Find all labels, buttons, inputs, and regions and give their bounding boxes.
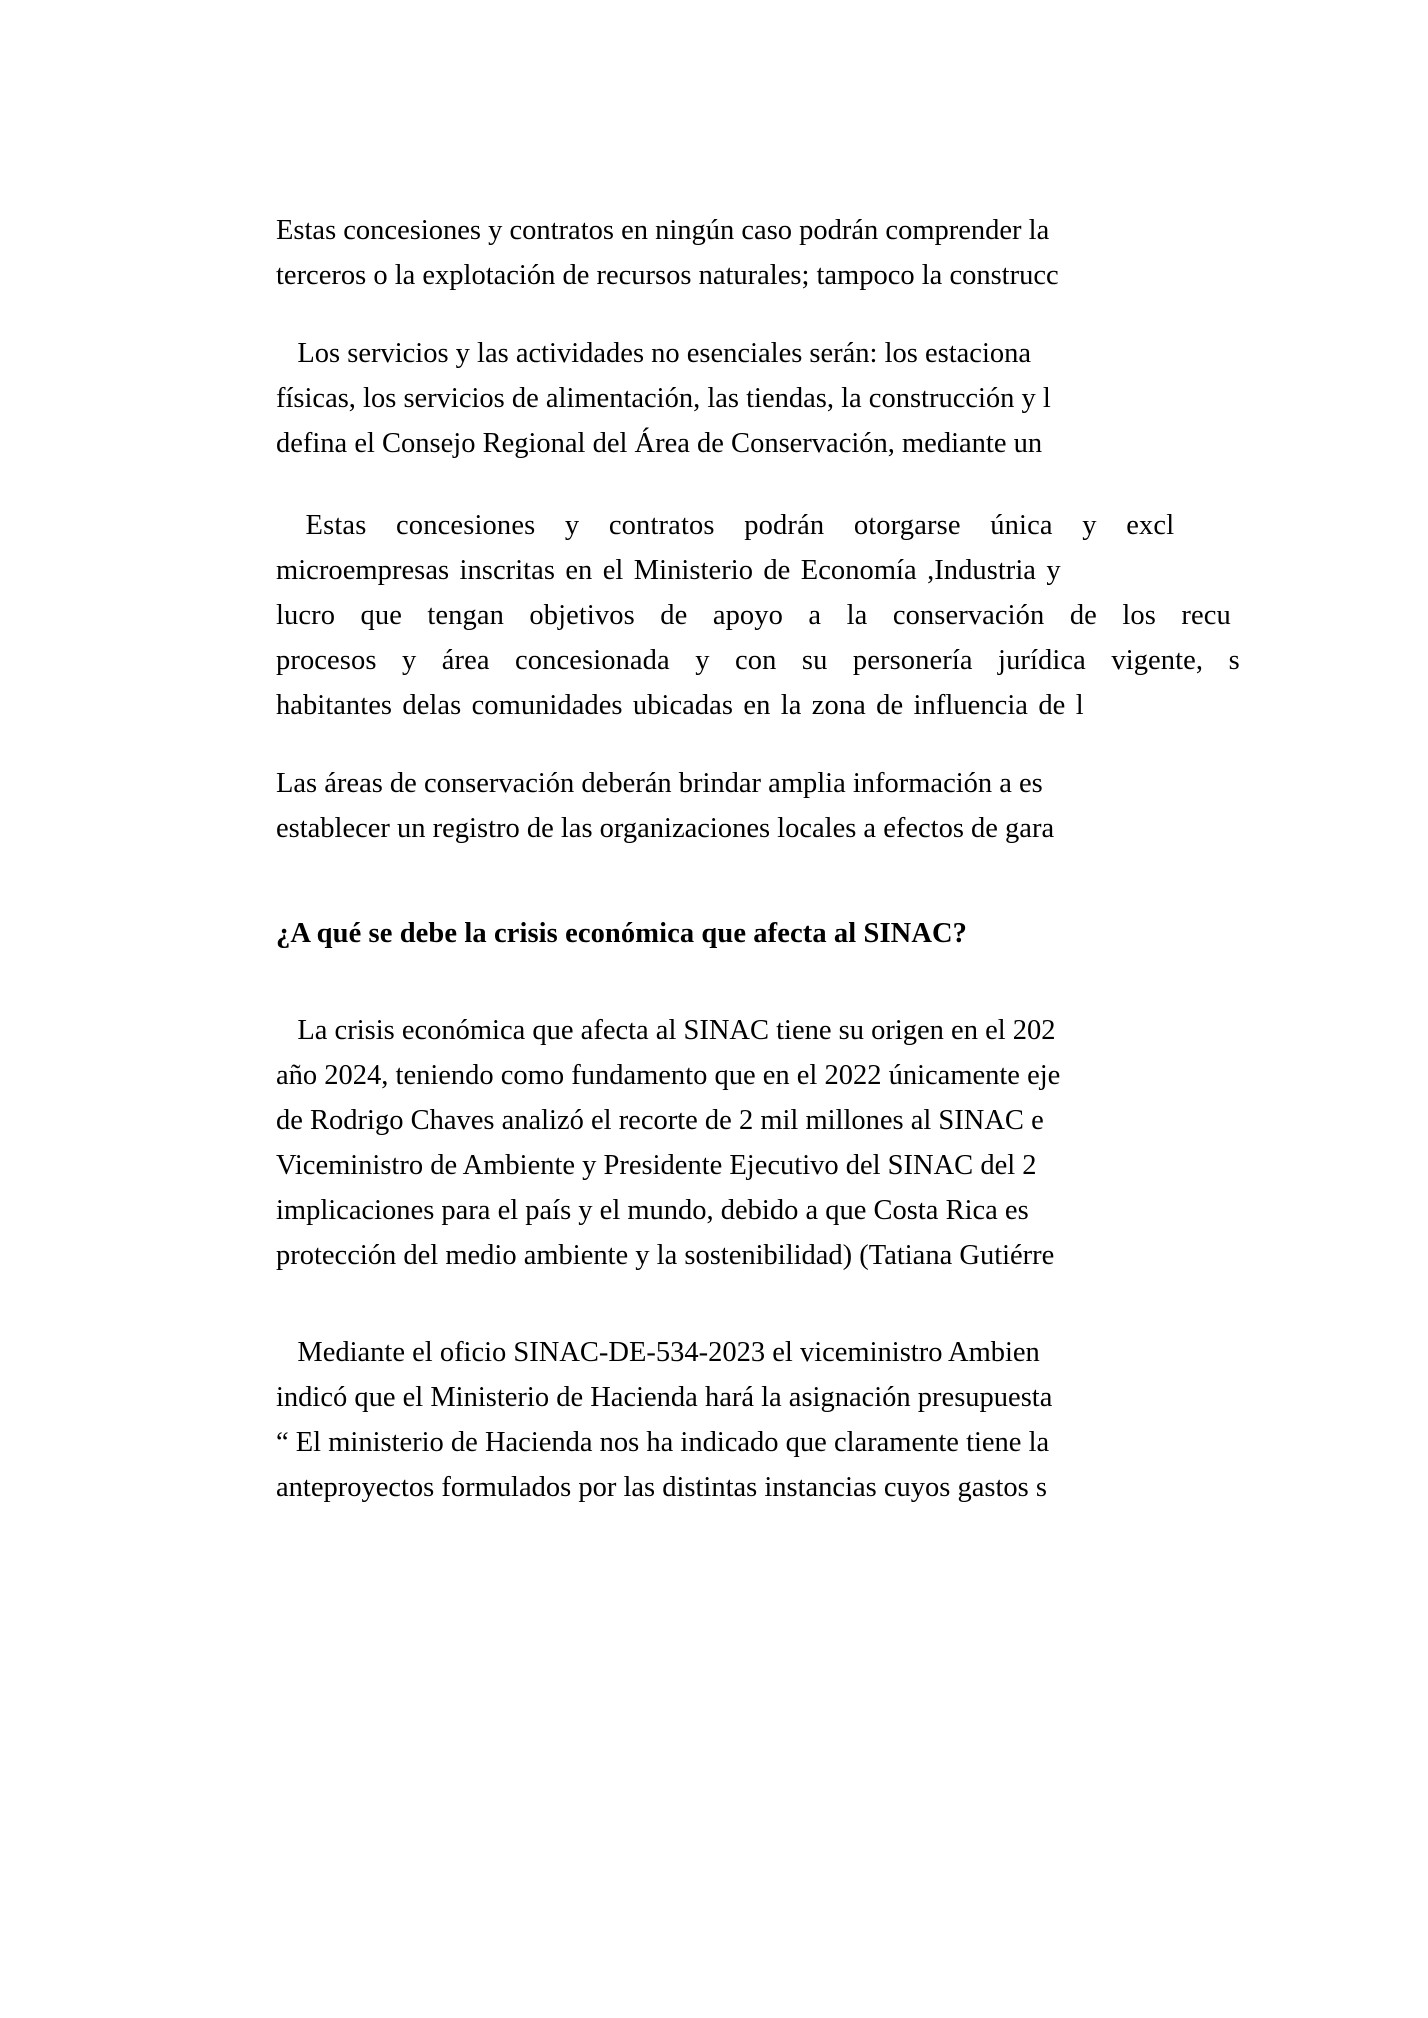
paragraph-spacer xyxy=(276,728,1428,761)
text-line: protección del medio ambiente y la sostenibilidad) (Tatiana Gutiérre xyxy=(276,1240,1055,1271)
paragraph-spacer xyxy=(276,1278,1428,1330)
paragraph-servicios-no-esenciales xyxy=(276,331,1428,466)
paragraph-areas-conservacion-informacion xyxy=(276,761,1428,851)
text-line: establecer un registro de las organizaciones locales a efectos de gara xyxy=(276,813,1055,844)
text-line: La crisis económica que afecta al SINAC tiene su origen en el 202 xyxy=(276,1015,1056,1046)
paragraph-spacer xyxy=(276,851,1428,911)
paragraph-crisis-origen xyxy=(276,1008,1428,1278)
text-line: “ El ministerio de Hacienda nos ha indicado que claramente tiene la xyxy=(276,1427,1050,1458)
text-line: procesos y área concesionada y con su personería jurídica vigente, s xyxy=(276,645,1240,676)
text-line: Estas concesiones y contratos en ningún caso podrán comprender la xyxy=(276,215,1050,246)
text-line: Las áreas de conservación deberán brindar amplia información a es xyxy=(276,768,1043,799)
text-line: implicaciones para el país y el mundo, debido a que Costa Rica es xyxy=(276,1195,1029,1226)
document-text-column xyxy=(276,208,1428,1510)
text-line: de Rodrigo Chaves analizó el recorte de 2 mil millones al SINAC e xyxy=(276,1105,1044,1136)
paragraph-spacer xyxy=(276,466,1428,503)
section-heading-crisis-economica xyxy=(276,911,1428,956)
paragraph-concesiones-terceros xyxy=(276,208,1428,298)
text-line: Viceministro de Ambiente y Presidente Ejecutivo del SINAC del 2 xyxy=(276,1150,1037,1181)
text-line: anteproyectos formulados por las distintas instancias cuyos gastos s xyxy=(276,1472,1047,1503)
text-line: Estas concesiones y contratos podrán otorgarse única y excl xyxy=(276,510,1175,541)
text-line: año 2024, teniendo como fundamento que en el 2022 únicamente eje xyxy=(276,1060,1061,1091)
text-line: microempresas inscritas en el Ministerio de Economía ,Industria y xyxy=(276,555,1072,586)
text-line: habitantes delas comunidades ubicadas en la zona de influencia de l xyxy=(276,690,1084,721)
text-line: defina el Consejo Regional del Área de Conservación, mediante un xyxy=(276,428,1050,459)
text-line: lucro que tengan objetivos de apoyo a la conservación de los recu xyxy=(276,600,1231,631)
heading-text: ¿A qué se debe la crisis económica que afecta al SINAC? xyxy=(276,918,968,949)
paragraph-oficio-sinac xyxy=(276,1330,1428,1510)
paragraph-spacer xyxy=(276,956,1428,1008)
text-line: Mediante el oficio SINAC-DE-534-2023 el viceministro Ambien xyxy=(276,1337,1040,1368)
paragraph-spacer xyxy=(276,298,1428,331)
paragraph-otorgarse-microempresas xyxy=(276,503,1428,728)
text-line: indicó que el Ministerio de Hacienda hará la asignación presupuesta xyxy=(276,1382,1053,1413)
text-line: físicas, los servicios de alimentación, las tiendas, la construcción y l xyxy=(276,383,1051,414)
text-line: terceros o la explotación de recursos naturales; tampoco la construcc xyxy=(276,260,1059,291)
text-line: Los servicios y las actividades no esenciales serán: los estaciona xyxy=(276,338,1032,369)
